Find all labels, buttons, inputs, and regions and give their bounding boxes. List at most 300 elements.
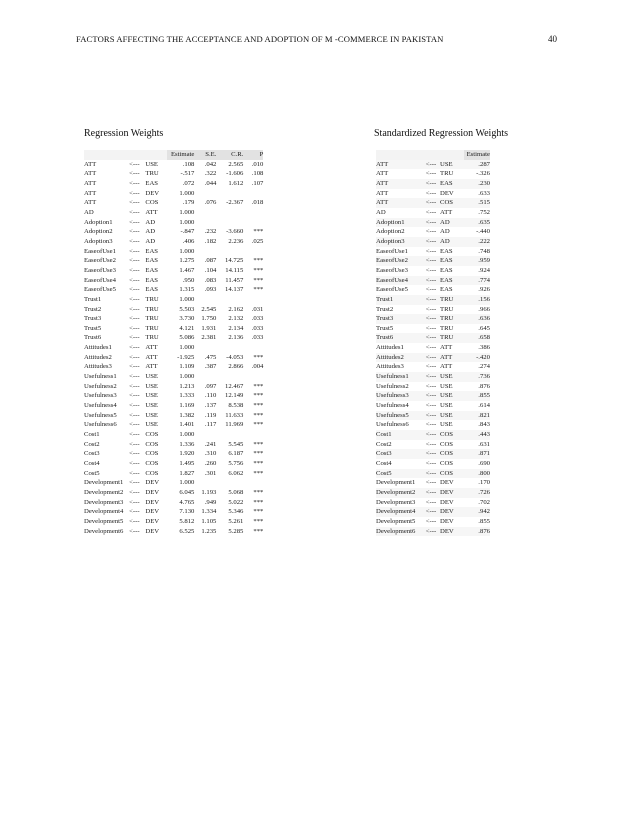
independent-variable: DEV (145, 517, 160, 525)
independent-variable: USE (440, 421, 453, 429)
path-arrow: <--- (422, 372, 440, 382)
independent-variable: AD (145, 218, 156, 226)
independent-variable: COS (440, 440, 454, 448)
critical-ratio (216, 208, 243, 218)
critical-ratio: 2.866 (228, 363, 244, 371)
dependent-variable: Usefulness4 (376, 402, 409, 410)
independent-variable: ATT (145, 344, 158, 352)
path-arrow: <--- (422, 488, 440, 498)
standard-error: 1.931 (201, 324, 217, 332)
independent-variable: TRU (440, 324, 454, 332)
estimate-value: .635 (464, 218, 490, 228)
path-arrow: <--- (422, 198, 440, 208)
dependent-variable: Trust1 (84, 295, 102, 303)
dependent-variable: Attitudes1 (84, 344, 112, 352)
critical-ratio (216, 372, 243, 382)
table-row (84, 430, 263, 440)
table-row (376, 382, 490, 392)
path-arrow: <--- (129, 160, 140, 168)
table-row (376, 218, 490, 228)
p-value: *** (253, 440, 264, 448)
path-arrow: <--- (422, 256, 440, 266)
dependent-variable: Usefulness1 (84, 373, 117, 381)
standard-error: 1.235 (201, 527, 217, 535)
independent-variable: COS (145, 199, 159, 207)
independent-variable: TRU (145, 334, 159, 342)
estimate-value: .222 (464, 237, 490, 247)
path-arrow: <--- (129, 276, 140, 284)
dependent-variable: Cost4 (84, 460, 100, 467)
standard-error: .117 (204, 421, 217, 429)
table-row (376, 237, 490, 247)
table-row (84, 411, 263, 421)
table-row (376, 469, 490, 479)
estimate-value: 1.275 (179, 257, 195, 265)
p-value: *** (253, 517, 264, 525)
independent-variable: USE (440, 382, 453, 390)
estimate-value: .752 (478, 208, 490, 216)
estimate-value: 5.086 (179, 334, 195, 342)
path-arrow: <--- (129, 324, 140, 332)
dependent-variable: Usefulness6 (376, 421, 409, 429)
path-arrow: <--- (425, 266, 437, 274)
dependent-variable: ATT (376, 160, 422, 170)
p-value (243, 295, 263, 305)
path-arrow: <--- (425, 363, 437, 371)
table-row (376, 324, 490, 334)
independent-variable: TRU (440, 295, 464, 305)
estimate-value: .800 (464, 469, 490, 479)
standard-error: .301 (204, 469, 217, 477)
critical-ratio: -4.053 (226, 353, 244, 361)
estimate-value: .736 (464, 372, 490, 382)
estimate-value: .950 (182, 276, 195, 284)
table-row (84, 285, 263, 295)
table-row (84, 295, 263, 305)
dependent-variable: ATT (376, 170, 389, 178)
critical-ratio: 2.132 (228, 315, 244, 323)
critical-ratio: 1.612 (228, 179, 244, 187)
independent-variable: ATT (145, 353, 158, 361)
standard-error: .083 (204, 276, 217, 284)
dependent-variable: EaseofUse2 (84, 257, 116, 265)
dependent-variable: Trust2 (84, 305, 102, 313)
p-value: *** (253, 392, 264, 400)
standard-error: .475 (204, 353, 217, 361)
standard-error: .076 (204, 199, 217, 207)
table-row (84, 478, 263, 488)
dependent-variable: Development4 (376, 507, 422, 517)
estimate-value: 1.213 (179, 382, 195, 390)
dependent-variable: Trust2 (376, 305, 394, 313)
estimate-value: .515 (464, 198, 490, 208)
independent-variable: TRU (440, 314, 464, 324)
dependent-variable: Usefulness3 (84, 392, 117, 400)
estimate-value: -.420 (464, 353, 490, 363)
independent-variable: EAS (145, 179, 159, 187)
table-row (376, 527, 490, 537)
p-value: *** (253, 498, 264, 506)
p-value (243, 218, 263, 228)
standard-error (194, 372, 216, 382)
table-row (84, 469, 263, 479)
critical-ratio (216, 295, 243, 305)
estimate-value: .855 (478, 517, 490, 525)
path-arrow: <--- (129, 208, 140, 216)
dependent-variable: Usefulness2 (376, 382, 409, 390)
dependent-variable: Attitudes3 (376, 363, 404, 371)
estimate-value: .636 (464, 314, 490, 324)
header-blank (145, 150, 167, 160)
independent-variable: DEV (145, 488, 160, 496)
dependent-variable: AD (376, 208, 386, 216)
independent-variable: USE (145, 160, 159, 168)
estimate-value: 1.169 (179, 402, 195, 410)
dependent-variable: Cost2 (376, 440, 392, 448)
independent-variable: TRU (145, 295, 159, 303)
table-row (376, 295, 490, 305)
estimate-value: 1.333 (179, 392, 195, 400)
path-arrow: <--- (425, 460, 437, 467)
table-row (84, 498, 263, 508)
independent-variable: COS (145, 431, 159, 439)
estimate-value: .876 (464, 527, 490, 537)
estimate-value: 4.765 (179, 498, 195, 506)
estimate-value: -.440 (476, 228, 490, 236)
estimate-value: .072 (182, 179, 195, 187)
path-arrow: <--- (425, 517, 437, 525)
independent-variable: EAS (440, 286, 453, 294)
independent-variable: TRU (145, 170, 159, 178)
estimate-value: .726 (464, 488, 490, 498)
path-arrow: <--- (425, 305, 437, 313)
independent-variable: USE (145, 421, 159, 429)
independent-variable: USE (145, 411, 159, 419)
dependent-variable: EaseofUse4 (376, 276, 422, 286)
p-value: *** (253, 488, 264, 496)
estimate-value: .406 (182, 237, 195, 245)
p-value: .033 (251, 324, 264, 332)
table-row (376, 198, 490, 208)
column-header-se: S.E. (194, 150, 216, 160)
table-row (84, 276, 263, 286)
dependent-variable: Development5 (84, 517, 124, 525)
estimate-value: 1.000 (179, 295, 195, 303)
path-arrow: <--- (422, 430, 440, 440)
standard-error (194, 430, 216, 440)
estimate-value: 1.382 (179, 411, 195, 419)
independent-variable: TRU (145, 315, 159, 323)
column-header-estimate: Estimate (167, 150, 194, 160)
critical-ratio: 11.633 (225, 411, 244, 419)
table-row (84, 382, 263, 392)
table-row (376, 401, 490, 411)
independent-variable: AD (440, 218, 464, 228)
path-arrow: <--- (422, 237, 440, 247)
critical-ratio: 5.285 (228, 527, 244, 535)
critical-ratio: 12.149 (224, 392, 244, 400)
path-arrow: <--- (425, 189, 437, 197)
path-arrow: <--- (422, 469, 440, 479)
critical-ratio: 5.261 (228, 517, 244, 525)
dependent-variable: Trust6 (376, 333, 422, 343)
standard-error: .044 (204, 179, 217, 187)
path-arrow: <--- (129, 189, 140, 197)
estimate-value: .876 (478, 382, 490, 390)
p-value (243, 247, 263, 257)
estimate-value: .230 (464, 179, 490, 189)
dependent-variable: ATT (376, 189, 389, 197)
p-value (243, 430, 263, 440)
critical-ratio (216, 430, 243, 440)
dependent-variable: Adoption1 (84, 218, 113, 226)
path-arrow: <--- (425, 170, 437, 178)
p-value (243, 343, 263, 353)
table-row (376, 247, 490, 257)
dependent-variable: Trust5 (376, 324, 394, 332)
path-arrow: <--- (129, 237, 140, 245)
dependent-variable: Trust1 (376, 295, 422, 305)
estimate-value: 1.000 (179, 218, 195, 226)
estimate-value: 6.525 (179, 527, 195, 535)
p-value: .004 (251, 363, 264, 371)
dependent-variable: EaseofUse3 (84, 266, 116, 274)
table-row (376, 440, 490, 450)
path-arrow: <--- (425, 498, 437, 506)
dependent-variable: ATT (84, 179, 97, 187)
table-row (376, 208, 490, 218)
critical-ratio: 2.162 (228, 305, 244, 313)
path-arrow: <--- (129, 498, 140, 506)
independent-variable: AD (145, 237, 156, 245)
independent-variable: ATT (440, 344, 453, 352)
table-row (84, 401, 263, 411)
table-row (84, 372, 263, 382)
independent-variable: DEV (440, 517, 454, 525)
table-row (84, 169, 263, 179)
estimate-value: 1.000 (179, 373, 195, 381)
estimate-value: 1.000 (179, 247, 195, 255)
dependent-variable: Attitudes2 (376, 353, 422, 363)
path-arrow: <--- (129, 218, 140, 226)
independent-variable: EAS (145, 286, 159, 294)
table-row (376, 362, 490, 372)
p-value: .031 (251, 305, 264, 313)
path-arrow: <--- (129, 460, 140, 467)
critical-ratio: 14.725 (224, 257, 244, 265)
standard-error: .119 (204, 411, 217, 419)
independent-variable: DEV (440, 488, 464, 498)
independent-variable: EAS (145, 276, 159, 284)
table-row (84, 507, 263, 517)
estimate-value: -.326 (476, 170, 490, 178)
p-value: *** (253, 508, 264, 516)
estimate-value: 5.812 (179, 517, 195, 525)
independent-variable: TRU (145, 305, 159, 313)
table-row (376, 420, 490, 430)
standard-error (194, 343, 216, 353)
independent-variable: COS (145, 440, 159, 448)
independent-variable: TRU (440, 170, 454, 178)
table-row (84, 218, 263, 228)
running-header: FACTORS AFFECTING THE ACCEPTANCE AND ADOPTION OF M -COMMERCE IN PAKISTAN (76, 34, 444, 44)
estimate-value: .614 (478, 402, 490, 410)
table-row (376, 169, 490, 179)
dependent-variable: Usefulness1 (376, 372, 422, 382)
path-arrow: <--- (422, 333, 440, 343)
estimate-value: 1.920 (179, 450, 195, 458)
independent-variable: ATT (145, 363, 158, 371)
table-row (376, 517, 490, 527)
dependent-variable: Development1 (84, 479, 124, 487)
standard-error: .042 (204, 160, 217, 168)
dependent-variable: EaseofUse1 (84, 247, 116, 255)
independent-variable: DEV (440, 507, 464, 517)
critical-ratio: 6.187 (228, 450, 244, 458)
independent-variable: COS (440, 430, 464, 440)
critical-ratio (216, 218, 243, 228)
dependent-variable: Adoption3 (84, 237, 113, 245)
path-arrow: <--- (129, 479, 140, 487)
p-value: *** (253, 228, 264, 236)
table-row (376, 333, 490, 343)
p-value: .033 (251, 334, 264, 342)
table-row (376, 276, 490, 286)
independent-variable: DEV (145, 479, 160, 487)
p-value: .018 (251, 199, 264, 207)
dependent-variable: Development4 (84, 508, 124, 516)
independent-variable: AD (145, 228, 156, 236)
estimate-value: .690 (478, 460, 490, 467)
regression-weights-body (84, 160, 263, 537)
estimate-value: 3.730 (179, 315, 195, 323)
path-arrow: <--- (129, 508, 140, 516)
dependent-variable: Adoption1 (376, 218, 422, 228)
p-value: *** (253, 257, 264, 265)
table-row (84, 391, 263, 401)
table-row (84, 305, 263, 315)
dependent-variable: ATT (84, 170, 97, 178)
critical-ratio: 11.457 (225, 276, 244, 284)
path-arrow: <--- (425, 286, 437, 294)
table-row (84, 247, 263, 257)
estimate-value: .748 (478, 247, 490, 255)
table-row (84, 420, 263, 430)
independent-variable: DEV (440, 498, 454, 506)
estimate-value: -.517 (180, 170, 195, 178)
path-arrow: <--- (425, 382, 437, 390)
dependent-variable: Development3 (376, 498, 416, 506)
dependent-variable: Usefulness5 (376, 411, 422, 421)
path-arrow: <--- (129, 382, 140, 390)
estimate-value: .959 (464, 256, 490, 266)
path-arrow: <--- (422, 449, 440, 459)
independent-variable: COS (440, 460, 454, 467)
standard-error: 1.750 (201, 315, 217, 323)
dependent-variable: Development2 (376, 488, 422, 498)
dependent-variable: Usefulness6 (84, 421, 117, 429)
estimate-value: .871 (464, 449, 490, 459)
estimate-value: .855 (464, 391, 490, 401)
column-header-cr: C.R. (216, 150, 243, 160)
dependent-variable: EaseofUse4 (84, 276, 116, 284)
table-row (84, 208, 263, 218)
path-arrow: <--- (422, 276, 440, 286)
dependent-variable: Development5 (376, 517, 416, 525)
p-value: *** (253, 266, 264, 274)
path-arrow: <--- (129, 488, 140, 496)
estimate-value: .631 (478, 440, 490, 448)
standardized-weights-title: Standardized Regression Weights (374, 128, 508, 139)
table-row (376, 160, 490, 170)
dependent-variable: Adoption2 (84, 228, 113, 236)
dependent-variable: Adoption2 (376, 228, 405, 236)
independent-variable: DEV (145, 498, 160, 506)
critical-ratio: 5.545 (228, 440, 244, 448)
critical-ratio (216, 343, 243, 353)
path-arrow: <--- (129, 199, 140, 207)
standard-error (194, 189, 216, 199)
estimate-value: .843 (478, 421, 490, 429)
path-arrow: <--- (129, 373, 140, 381)
estimate-value: 1.401 (179, 421, 195, 429)
estimate-value: 1.495 (179, 460, 195, 467)
path-arrow: <--- (129, 517, 140, 525)
independent-variable: TRU (145, 324, 159, 332)
table-row (376, 285, 490, 295)
table-row (376, 314, 490, 324)
independent-variable: TRU (440, 333, 464, 343)
estimate-value: .926 (478, 286, 490, 294)
estimate-value: .702 (478, 498, 490, 506)
estimate-value: .443 (464, 430, 490, 440)
path-arrow: <--- (422, 353, 440, 363)
table-row (376, 266, 490, 276)
p-value: *** (253, 353, 264, 361)
table-row (376, 449, 490, 459)
path-arrow: <--- (422, 160, 440, 170)
path-arrow: <--- (129, 402, 140, 410)
independent-variable: USE (440, 411, 464, 421)
table-row (376, 478, 490, 488)
path-arrow: <--- (129, 421, 140, 429)
dependent-variable: Development2 (84, 488, 124, 496)
dependent-variable: AD (84, 208, 94, 216)
path-arrow: <--- (129, 228, 140, 236)
dependent-variable: EaseofUse5 (376, 286, 408, 294)
critical-ratio: 5.756 (228, 460, 244, 467)
table-row (376, 256, 490, 266)
table-row (376, 179, 490, 189)
estimate-value: 6.045 (179, 488, 195, 496)
column-header-p: P (243, 150, 263, 160)
p-value: .025 (251, 237, 264, 245)
column-header-estimate: Estimate (464, 150, 490, 160)
independent-variable: ATT (440, 363, 453, 371)
standard-error (194, 218, 216, 228)
independent-variable: DEV (145, 508, 160, 516)
p-value: *** (253, 421, 264, 429)
standard-error: .110 (204, 392, 217, 400)
standard-error: .241 (204, 440, 217, 448)
table-row (376, 411, 490, 421)
table-row (84, 343, 263, 353)
estimate-value: .386 (478, 344, 490, 352)
standard-error: 2.545 (201, 305, 217, 313)
dependent-variable: Cost1 (376, 430, 422, 440)
table-row (84, 488, 263, 498)
critical-ratio (216, 247, 243, 257)
